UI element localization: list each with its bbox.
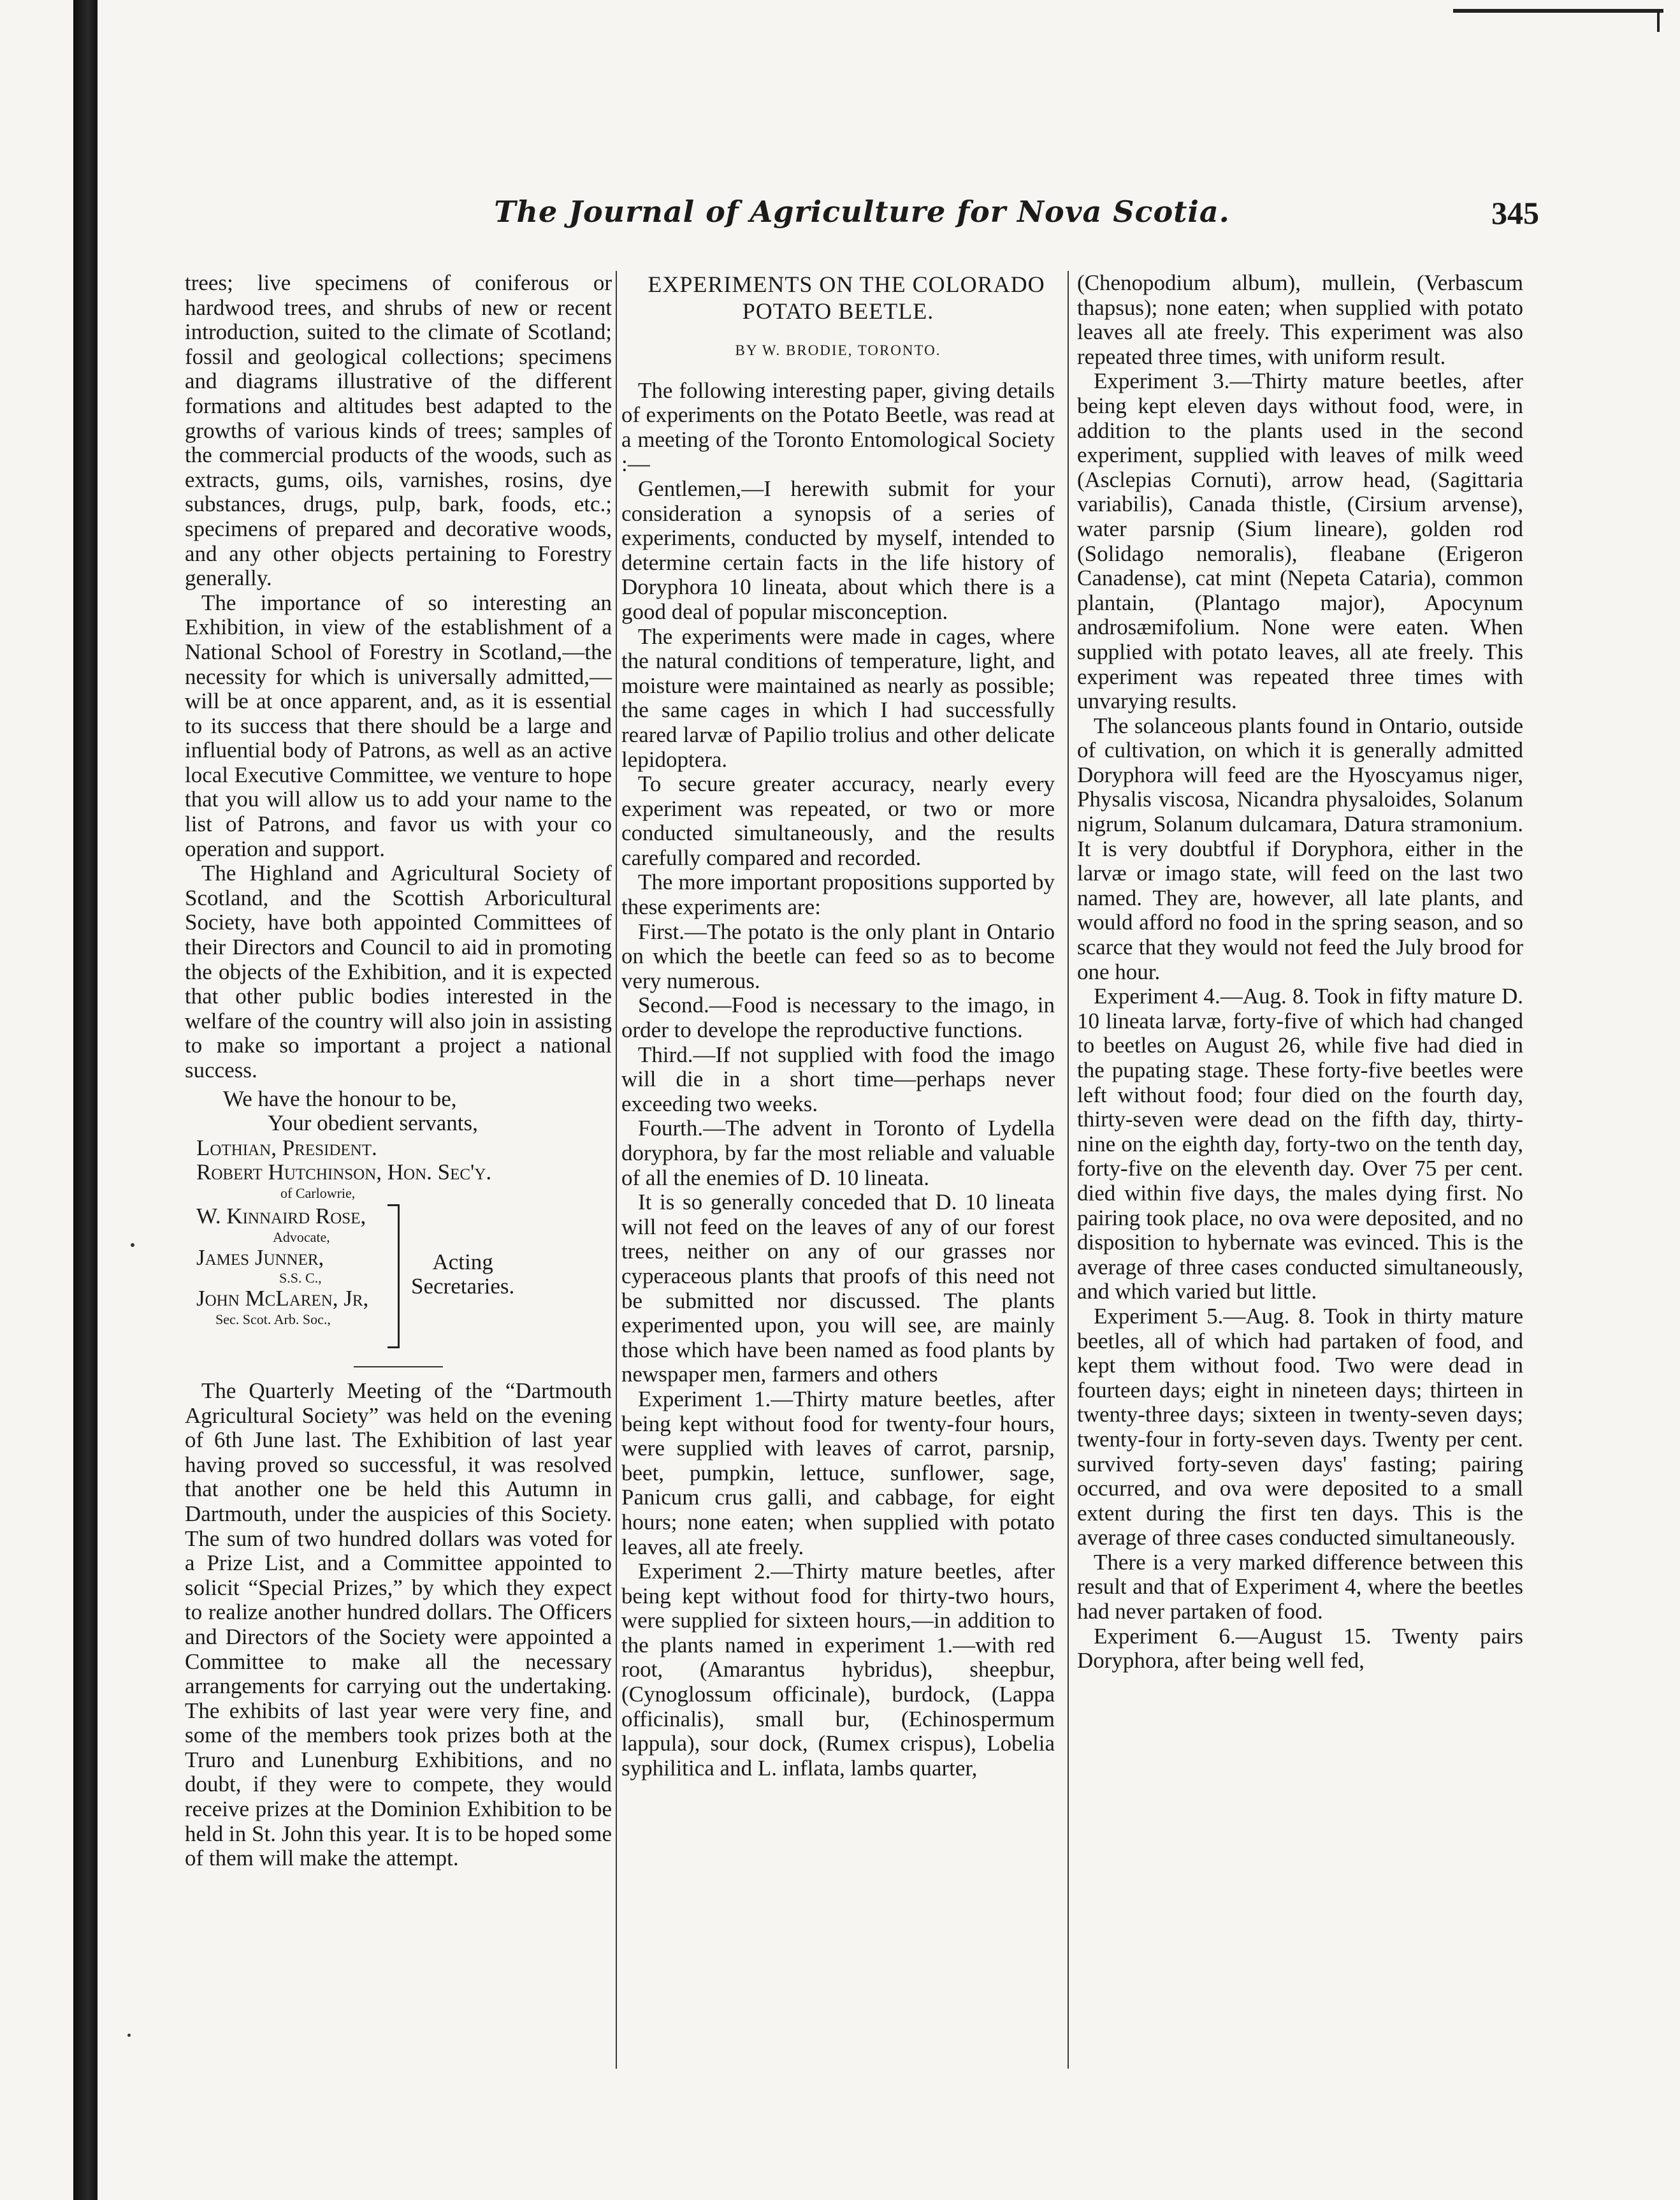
sig-advocate: Advocate, xyxy=(273,1228,330,1245)
paragraph: Experiment 3.—Thirty mature beetles, after being kept eleven days without food, were, in addition to the plants used in the second experiment, supplied with leaves of milk weed (Asclepias Cornuti), arrow head, (Sagittaria variabilis), Canada thistle, (Cirsium arvense), water parsnip (Sium lineare), golden rod (Solidago nemoralis), fleabane (Erigeron Canadense), cat mint (Nepeta Cataria), common plantain, (Plantago major), Apocynum androsæmifolium. None were eaten. When supplied with potato leaves, all ate freely. This experiment was repeated three times with unvarying results. xyxy=(1077,368,1523,714)
article-title: EXPERIMENTS ON THE COLORADO POTATO BEETLE. xyxy=(648,272,1045,324)
sig-acting: Acting xyxy=(432,1249,493,1274)
acting-secretaries xyxy=(185,1204,612,1352)
sig-junner: James Junner, xyxy=(196,1244,324,1270)
binding-edge xyxy=(73,0,98,2200)
column-right xyxy=(1077,271,1523,1673)
secretary-names xyxy=(196,1204,387,1328)
sig-servants: Your obedient servants, xyxy=(268,1111,478,1136)
brace xyxy=(387,1204,400,1348)
paragraph: It is so generally conceded that D. 10 lineata will not feed on the leaves of any of our forest trees, neither on any of our grasses nor cyperaceous plants that proofs of this need not be submitted nor discussed. The plants experimented upon, you will see, are mainly those which have been named as food plants by newspaper men, farmers and others xyxy=(621,1190,1055,1387)
speck xyxy=(131,1243,134,1247)
paragraph: Third.—If not supplied with food the imago will die in a short time—perhaps never exceeding two weeks. xyxy=(621,1042,1055,1116)
column-divider xyxy=(1068,271,1069,2069)
sig-ssc: S.S. C., xyxy=(279,1270,322,1286)
paragraph: The solanceous plants found in Ontario, outside of cultivation, on which it is generally admitted Doryphora will feed are the Hyoscyamus niger, Physalis viscosa, Nicandra physaloides, Solanum nigrum, Solanum dulcamara, Datura stramonium. It is very doubtful if Doryphora, either in the larvæ or imago state, will feed on the last two named. They are, however, all late plants, and would afford no food in the spring season, and so scarce that they would not feed the July brood for one hour. xyxy=(1077,713,1523,984)
sig-secretaries: Secretaries. xyxy=(411,1273,515,1299)
section-separator xyxy=(354,1366,443,1367)
paragraph: Second.—Food is necessary to the imago, in order to develope the reproductive functions. xyxy=(621,993,1055,1043)
speck xyxy=(127,2034,131,2037)
sig-president: Lothian, President. xyxy=(196,1135,377,1160)
page-number: 345 xyxy=(1491,195,1539,231)
paragraph: (Chenopodium album), mullein, (Verbascum thapsus); none eaten; when supplied with potato leaves all ate freely. This experiment was also repeated three times, with uniform result. xyxy=(1077,270,1523,369)
paragraph: Fourth.—The advent in Toronto of Lydella doryphora, by far the most reliable and valuable of all the enemies of D. 10 lineata. xyxy=(621,1116,1055,1190)
paragraph: Experiment 4.—Aug. 8. Took in fifty mature D. 10 lineata larvæ, forty-five of which had changed to beetles on August 26, while five had died in the pupating stage. These forty-five beetles were left without food; four died on the fourth day, thirty-seven were dead on the fifth day, thirty-nine on the eighth day, forty-two on the tenth day, forty-five on the eleventh day. Over 75 per cent. died within five days, the males dying first. No pairing took place, no ova were deposited, and no disposition to hybernate was evinced. This is the average of three cases conducted simultaneously, and which varied but little. xyxy=(1077,984,1523,1304)
paragraph: trees; live specimens of coniferous or hardwood trees, and shrubs of new or recent introduction, suited to the climate of Scotland; fossil and geological collections; specimens and diagrams illustrative of the different formations and altitudes best adapted to the growths of various kinds of trees; samples of the commercial products of the woods, such as extracts, gums, oils, varnishes, rosins, dye substances, drugs, pulp, bark, foods, etc.; specimens of prepared and decorative woods, and any other objects pertaining to Forestry generally. xyxy=(185,270,612,591)
sig-hutchinson: Robert Hutchinson, Hon. Sec'y. xyxy=(196,1160,492,1185)
paragraph: Gentlemen,—I herewith submit for your consideration a synopsis of a series of experiments, conducted by myself, intended to determine certain facts in the life history of Doryphora 10 lineata, about which there is a good deal of popular misconception. xyxy=(621,476,1055,624)
paragraph: Experiment 6.—August 15. Twenty pairs Doryphora, after being well fed, xyxy=(1077,1623,1523,1673)
paragraph: The Quarterly Meeting of the “Dartmouth Agricultural Society” was held on the evening of 6th June last. The Exhibition of last year having proved so successful, it was resolved that another one be held this Autumn in Dartmouth, under the auspicies of this Society. The sum of two hundred dollars was voted for a Prize List, and a Committee appointed to solicit “Special Prizes,” by which they expect to realize another hundred dollars. The Officers and Directors of the Society were appointed a Committee to make all the necessary arrangements for carrying out the undertaking. The exhibits of last year were very fine, and some of the members took prizes both at the Truro and Lunenburg Exhibitions, and no doubt, if they were to compete, they would receive prizes at the Dominion Exhibition to be held in St. John this year. It is to be hoped some of them will make the attempt. xyxy=(185,1378,612,1871)
column-middle xyxy=(621,271,1055,1781)
column-divider xyxy=(616,271,617,2069)
paragraph: The following interesting paper, giving details of experiments on the Potato Beetle, was read at a meeting of the Toronto Entomological Society :— xyxy=(621,377,1055,477)
paragraph: Experiment 5.—Aug. 8. Took in thirty mature beetles, all of which had partaken of food, and kept them without food. Two were dead in fourteen days; eight in nineteen days; thirteen in twenty-three days; sixteen in twenty-seven days; twenty-four in forty-seven days. Twenty per cent. survived forty-seven days' fasting; pairing occurred, and ova were deposited to a small extent during the first ten days. This is the average of three cases conducted simultaneously. xyxy=(1077,1303,1523,1550)
top-rule xyxy=(1453,9,1663,13)
sig-rose: W. Kinnaird Rose, xyxy=(196,1203,366,1228)
column-left xyxy=(185,271,612,1871)
running-header xyxy=(185,194,1539,245)
paragraph: The importance of so interesting an Exhibition, in view of the establishment of a National School of Forestry in Scotland,—the necessity for which is universally admitted,—will be at once apparent, and, as it is essential to its success that there should be a large and influential body of Patrons, as well as an active local Executive Committee, we venture to hope that you will allow us to add your name to the list of Patrons, and favor us with your co operation and support. xyxy=(185,590,612,861)
journal-title: The Journal of Agriculture for Nova Scotia. xyxy=(494,194,1230,229)
top-tick xyxy=(1657,13,1660,32)
sig-secscot: Sec. Scot. Arb. Soc., xyxy=(215,1311,331,1327)
paragraph: Experiment 2.—Thirty mature beetles, after being kept without food for thirty-two hours, were supplied for sixteen hours,—in addition to the plants named in experiment 1.—with red root, (Amarantus hybridus), sheepbur, (Cynoglossum officinale), burdock, (Lappa officinalis), small bur, (Echinospermum lappula), sour dock, (Rumex crispus), Lobelia syphilitica and L. inflata, lambs quarter, xyxy=(621,1559,1055,1781)
paragraph: There is a very marked difference between this result and that of Experiment 4, where the beetles had never partaken of food. xyxy=(1077,1549,1523,1624)
sig-carlowrie: of Carlowrie, xyxy=(280,1184,356,1201)
paragraph: The experiments were made in cages, where the natural conditions of temperature, light, and moisture were maintained as nearly as possible; the same cages in which I had successfully reared larvæ of Papilio trolius and other delicate lepidoptera. xyxy=(621,623,1055,772)
signature-block xyxy=(185,1087,612,1352)
paragraph: The more important propositions supported by these experiments are: xyxy=(621,870,1055,920)
paragraph: Experiment 1.—Thirty mature beetles, after being kept without food for twenty-four hours, were supplied with leaves of carrot, parsnip, beet, pumpkin, lettuce, sunflower, sage, Panicum crus galli, and cabbage, for eight hours; none eaten; when supplied with potato leaves, all ate freely. xyxy=(621,1386,1055,1559)
article-byline: BY W. BRODIE, TORONTO. xyxy=(735,342,941,358)
sig-honour: We have the honour to be, xyxy=(223,1086,457,1111)
sig-mclaren: John McLaren, Jr, xyxy=(196,1286,369,1311)
paragraph: First.—The potato is the only plant in Ontario on which the beetle can feed so as to become very numerous. xyxy=(621,919,1055,993)
paragraph: The Highland and Agricultural Society of Scotland, and the Scottish Arboricultural Society, have both appointed Committees of their Directors and Council to aid in promoting the objects of the Exhibition, and it is expected that other public bodies interested in the welfare of the country will also join in assisting to make so important a project a national success. xyxy=(185,861,612,1082)
paragraph: To secure greater accuracy, nearly every experiment was repeated, or two or more conducted simultaneously, and the results carefully compared and recorded. xyxy=(621,771,1055,870)
acting-role xyxy=(411,1250,514,1299)
